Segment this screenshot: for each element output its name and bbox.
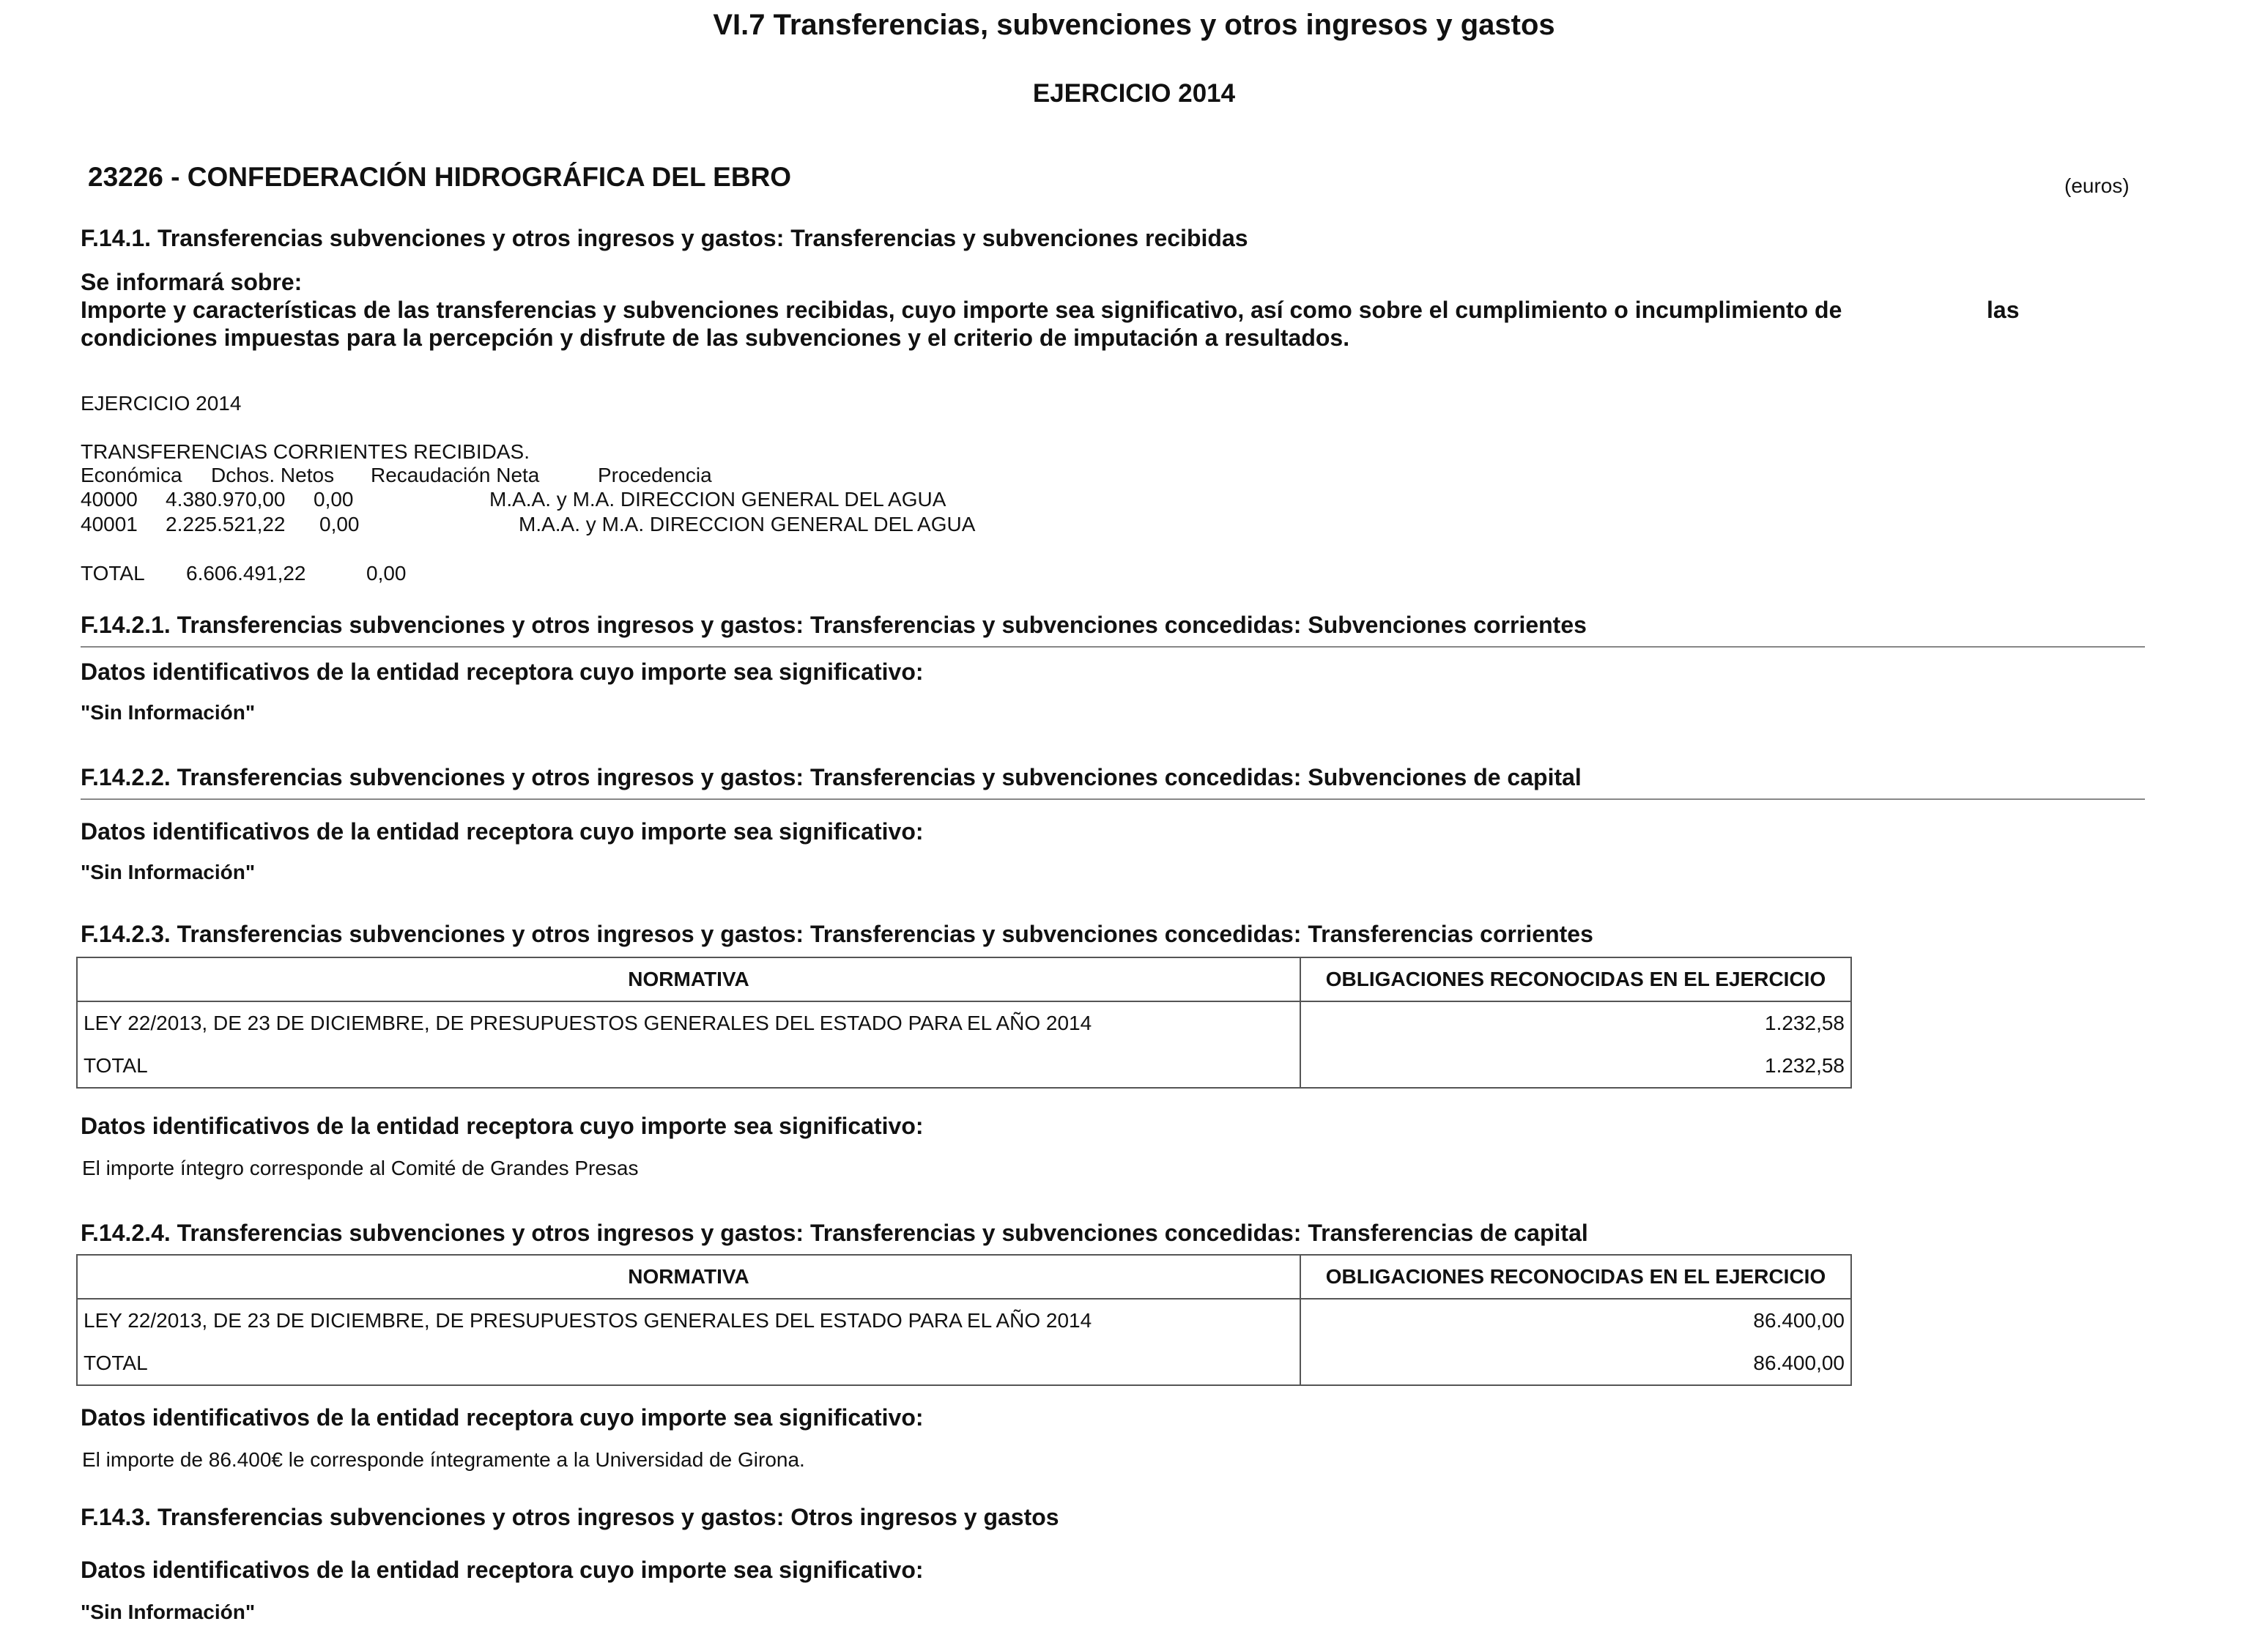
total-recaudacion: 0,00: [366, 562, 407, 585]
sin-informacion: "Sin Información": [81, 1601, 256, 1623]
col-procedencia: Procedencia: [598, 464, 712, 486]
row-procedencia: M.A.A. y M.A. DIRECCION GENERAL DEL AGUA: [519, 513, 976, 535]
row-codigo: 40001: [81, 513, 138, 535]
section-heading-f141: F.14.1. Transferencias subvenciones y otros ingresos y gastos: Transferencias y subvenciones recibidas: [81, 225, 1248, 251]
receptora-info: El importe íntegro corresponde al Comité de Grandes Presas: [82, 1157, 639, 1179]
col-recaudacion-neta: Recaudación Neta: [371, 464, 540, 486]
section-heading-f1423: F.14.2.3. Transferencias subvenciones y otros ingresos y gastos: Transferencias y subvenciones concedidas: Transferencias corrientes: [81, 921, 1593, 947]
ejercicio-label: EJERCICIO 2014: [81, 392, 242, 415]
ejercicio-heading: EJERCICIO 2014: [1032, 79, 1236, 108]
table-header-row: [77, 957, 1851, 1001]
datos-label: Datos identificativos de la entidad receptora cuyo importe sea significativo:: [81, 1113, 924, 1139]
th-normativa: NORMATIVA: [77, 1255, 1300, 1299]
datos-label: Datos identificativos de la entidad receptora cuyo importe sea significativo:: [81, 659, 924, 685]
page-title: VI.7 Transferencias, subvenciones y otros ingresos y gastos: [713, 9, 1555, 41]
th-normativa: NORMATIVA: [77, 957, 1300, 1001]
th-obligaciones: OBLIGACIONES RECONOCIDAS EN EL EJERCICIO: [1300, 1255, 1851, 1299]
total-label: TOTAL: [81, 562, 145, 585]
row-procedencia: M.A.A. y M.A. DIRECCION GENERAL DEL AGUA: [489, 488, 946, 511]
total-dchos: 6.606.491,22: [186, 562, 306, 585]
row-recaudacion: 0,00: [314, 488, 354, 511]
table-row: [77, 1045, 1851, 1088]
th-obligaciones: OBLIGACIONES RECONOCIDAS EN EL EJERCICIO: [1300, 957, 1851, 1001]
cell-importe: 86.400,00: [1300, 1342, 1851, 1385]
col-dchos-netos: Dchos. Netos: [211, 464, 335, 486]
cell-normativa: TOTAL: [77, 1045, 1300, 1088]
obligaciones-table: [76, 1254, 1852, 1386]
obligaciones-table: [76, 957, 1852, 1089]
description-line-2: condiciones impuestas para la percepción y disfrute de las subvenciones y el criterio de imputación a resultados.: [81, 325, 1350, 351]
entity-name: 23226 - CONFEDERACIÓN HIDROGRÁFICA DEL EBRO: [88, 162, 792, 192]
cell-importe: 1.232,58: [1300, 1045, 1851, 1088]
row-recaudacion: 0,00: [319, 513, 360, 535]
row-codigo: 40000: [81, 488, 138, 511]
cell-importe: 86.400,00: [1300, 1299, 1851, 1342]
receptora-info: El importe de 86.400€ le corresponde íntegramente a la Universidad de Girona.: [82, 1448, 805, 1471]
col-economica: Económica: [81, 464, 182, 486]
cell-normativa: LEY 22/2013, DE 23 DE DICIEMBRE, DE PRESUPUESTOS GENERALES DEL ESTADO PARA EL AÑO 2014: [77, 1299, 1300, 1342]
table-row: [77, 1342, 1851, 1385]
table-row: [77, 1299, 1851, 1342]
sin-informacion: "Sin Información": [81, 861, 256, 883]
cell-normativa: LEY 22/2013, DE 23 DE DICIEMBRE, DE PRESUPUESTOS GENERALES DEL ESTADO PARA EL AÑO 2014: [77, 1001, 1300, 1045]
section-heading-f1424: F.14.2.4. Transferencias subvenciones y otros ingresos y gastos: Transferencias y subvenciones concedidas: Transferencias de capital: [81, 1220, 1588, 1246]
datos-label: Datos identificativos de la entidad receptora cuyo importe sea significativo:: [81, 1404, 924, 1431]
cell-importe: 1.232,58: [1300, 1001, 1851, 1045]
sin-informacion: "Sin Información": [81, 701, 256, 724]
section-divider: [81, 798, 2145, 800]
section-divider: [81, 646, 2145, 648]
datos-label: Datos identificativos de la entidad receptora cuyo importe sea significativo:: [81, 1557, 924, 1583]
description-line-1: Importe y características de las transferencias y subvenciones recibidas, cuyo importe sea significativo, así como sobre el cumplimiento o incumplimiento de: [81, 297, 1842, 323]
description-line-1-end: las: [1987, 297, 2020, 323]
table-row: [77, 1001, 1851, 1045]
section-heading-f1422: F.14.2.2. Transferencias subvenciones y otros ingresos y gastos: Transferencias y subvenciones concedidas: Subvenciones de capital: [81, 764, 1582, 790]
section-heading-f143: F.14.3. Transferencias subvenciones y otros ingresos y gastos: Otros ingresos y gastos: [81, 1504, 1059, 1530]
informara-label: Se informará sobre:: [81, 269, 303, 295]
datos-label: Datos identificativos de la entidad receptora cuyo importe sea significativo:: [81, 818, 924, 845]
transfer-block-title: TRANSFERENCIAS CORRIENTES RECIBIDAS.: [81, 440, 530, 463]
row-dchos: 4.380.970,00: [166, 488, 286, 511]
units-label: (euros): [2064, 174, 2130, 197]
row-dchos: 2.225.521,22: [166, 513, 286, 535]
cell-normativa: TOTAL: [77, 1342, 1300, 1385]
section-heading-f1421: F.14.2.1. Transferencias subvenciones y otros ingresos y gastos: Transferencias y subvenciones concedidas: Subvenciones corrientes: [81, 612, 1587, 638]
table-header-row: [77, 1255, 1851, 1299]
